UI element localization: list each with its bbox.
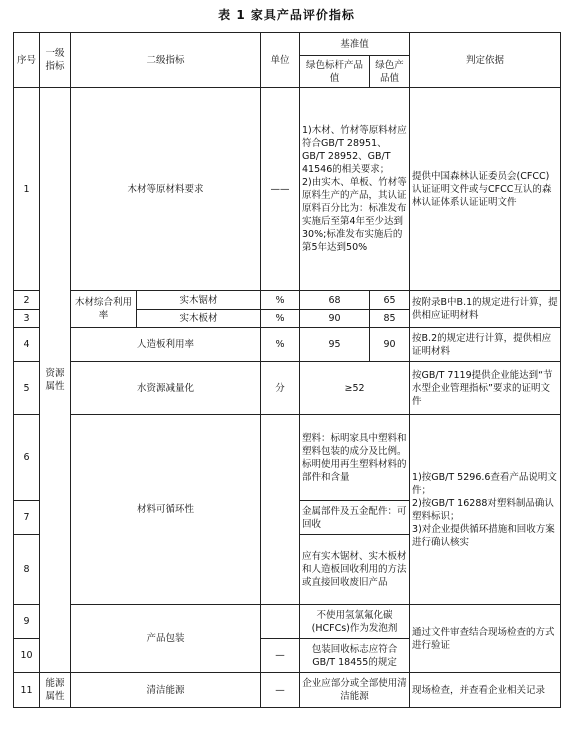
row-2-seq: 2 (14, 291, 40, 310)
row-1-seq: 1 (14, 88, 40, 291)
row-6-8-unit (261, 415, 300, 605)
row-11-value: 企业应部分或全部使用清洁能源 (300, 673, 410, 708)
header-criteria: 判定依据 (410, 33, 561, 88)
row-10-seq: 10 (14, 639, 40, 673)
row-4-seq: 4 (14, 328, 40, 362)
row-9-10-indicator: 产品包装 (71, 605, 261, 673)
row-4-green: 90 (370, 328, 410, 362)
row-1-value: 1)木材、竹材等原料材应符合GB/T 28951、GB/T 28952、GB/T 41546的相关要求； 2)由实木、单板、竹材等原料生产的产品，其认证原料百分比为：标准发布实施后至第4年至少达到30%;标准发布实施后的第5年达到50% (300, 88, 410, 291)
row-6-8-criteria: 1)按GB/T 5296.6查看产品说明文件； 2)按GB/T 16288对塑料制品确认塑料标识； 3)对企业提供循环措施和回收方案进行确认核实 (410, 415, 561, 605)
row-4-unit: % (261, 328, 300, 362)
row-10-value: 包装回收标志应符合GB/T 18455的规定 (300, 639, 410, 673)
row-4-benchmark: 95 (300, 328, 370, 362)
header-seq: 序号 (14, 33, 40, 88)
row-3-seq: 3 (14, 310, 40, 328)
evaluation-table (13, 32, 561, 708)
row-8-value: 应有实木锯材、实木板材和人造板回收利用的方法或直接回收废旧产品 (300, 535, 410, 605)
row-11-unit: — (261, 673, 300, 708)
level1-energy: 能源属性 (40, 673, 71, 708)
row-9-10-criteria: 通过文件审查结合现场检查的方式进行验证 (410, 605, 561, 673)
header-baseline: 基准值 (300, 33, 410, 56)
header-green: 绿色产品值 (370, 56, 410, 88)
table-title: 表 1 家具产品评价指标 (218, 8, 355, 22)
row-1-indicator: 木材等原材料要求 (71, 88, 261, 291)
row-5-value: ≥52 (300, 362, 410, 415)
row-9-unit (261, 605, 300, 639)
row-9-seq: 9 (14, 605, 40, 639)
row-4-criteria: 按B.2的规定进行计算，提供相应证明材料 (410, 328, 561, 362)
row-8-seq: 8 (14, 535, 40, 605)
row-6-seq: 6 (14, 415, 40, 501)
row-5-seq: 5 (14, 362, 40, 415)
row-2-green: 65 (370, 291, 410, 310)
row-11-criteria: 现场检查，并查看企业相关记录 (410, 673, 561, 708)
header-benchmark: 绿色标杆产品值 (300, 56, 370, 88)
level1-resource: 资源属性 (40, 88, 71, 673)
row-5-criteria: 按GB/T 7119提供企业能达到“节水型企业管理指标”要求的证明文件 (410, 362, 561, 415)
row-6-8-indicator: 材料可循环性 (71, 415, 261, 605)
row-3-green: 85 (370, 310, 410, 328)
row-3-benchmark: 90 (300, 310, 370, 328)
row-5-unit: 分 (261, 362, 300, 415)
row-11-indicator: 清洁能源 (71, 673, 261, 708)
row-1-criteria: 提供中国森林认证委员会(CFCC)认证证明文件或与CFCC互认的森林认证体系认证证明文件 (410, 88, 561, 291)
row-7-value: 金属部件及五金配件：可回收 (300, 501, 410, 535)
row-1-unit: —— (261, 88, 300, 291)
row-4-indicator: 人造板利用率 (71, 328, 261, 362)
row-2-indicator: 实木锯材 (137, 291, 261, 310)
row-2-benchmark: 68 (300, 291, 370, 310)
wood-utilization-group: 木材综合利用率 (71, 291, 137, 328)
row-2-3-criteria: 按附录B中B.1的规定进行计算，提供相应证明材料 (410, 291, 561, 328)
row-11-seq: 11 (14, 673, 40, 708)
row-3-indicator: 实木板材 (137, 310, 261, 328)
header-level2: 二级指标 (71, 33, 261, 88)
row-10-unit: — (261, 639, 300, 673)
header-level1: 一级指标 (40, 33, 71, 88)
row-2-unit: % (261, 291, 300, 310)
row-6-value: 塑料：标明家具中塑料和塑料包装的成分及比例。标明使用再生塑料材料的部件和含量 (300, 415, 410, 501)
row-9-value: 不使用氢氯氟化碳(HCFCs)作为发泡剂 (300, 605, 410, 639)
header-unit: 单位 (261, 33, 300, 88)
row-5-indicator: 水资源减量化 (71, 362, 261, 415)
row-3-unit: % (261, 310, 300, 328)
row-7-seq: 7 (14, 501, 40, 535)
